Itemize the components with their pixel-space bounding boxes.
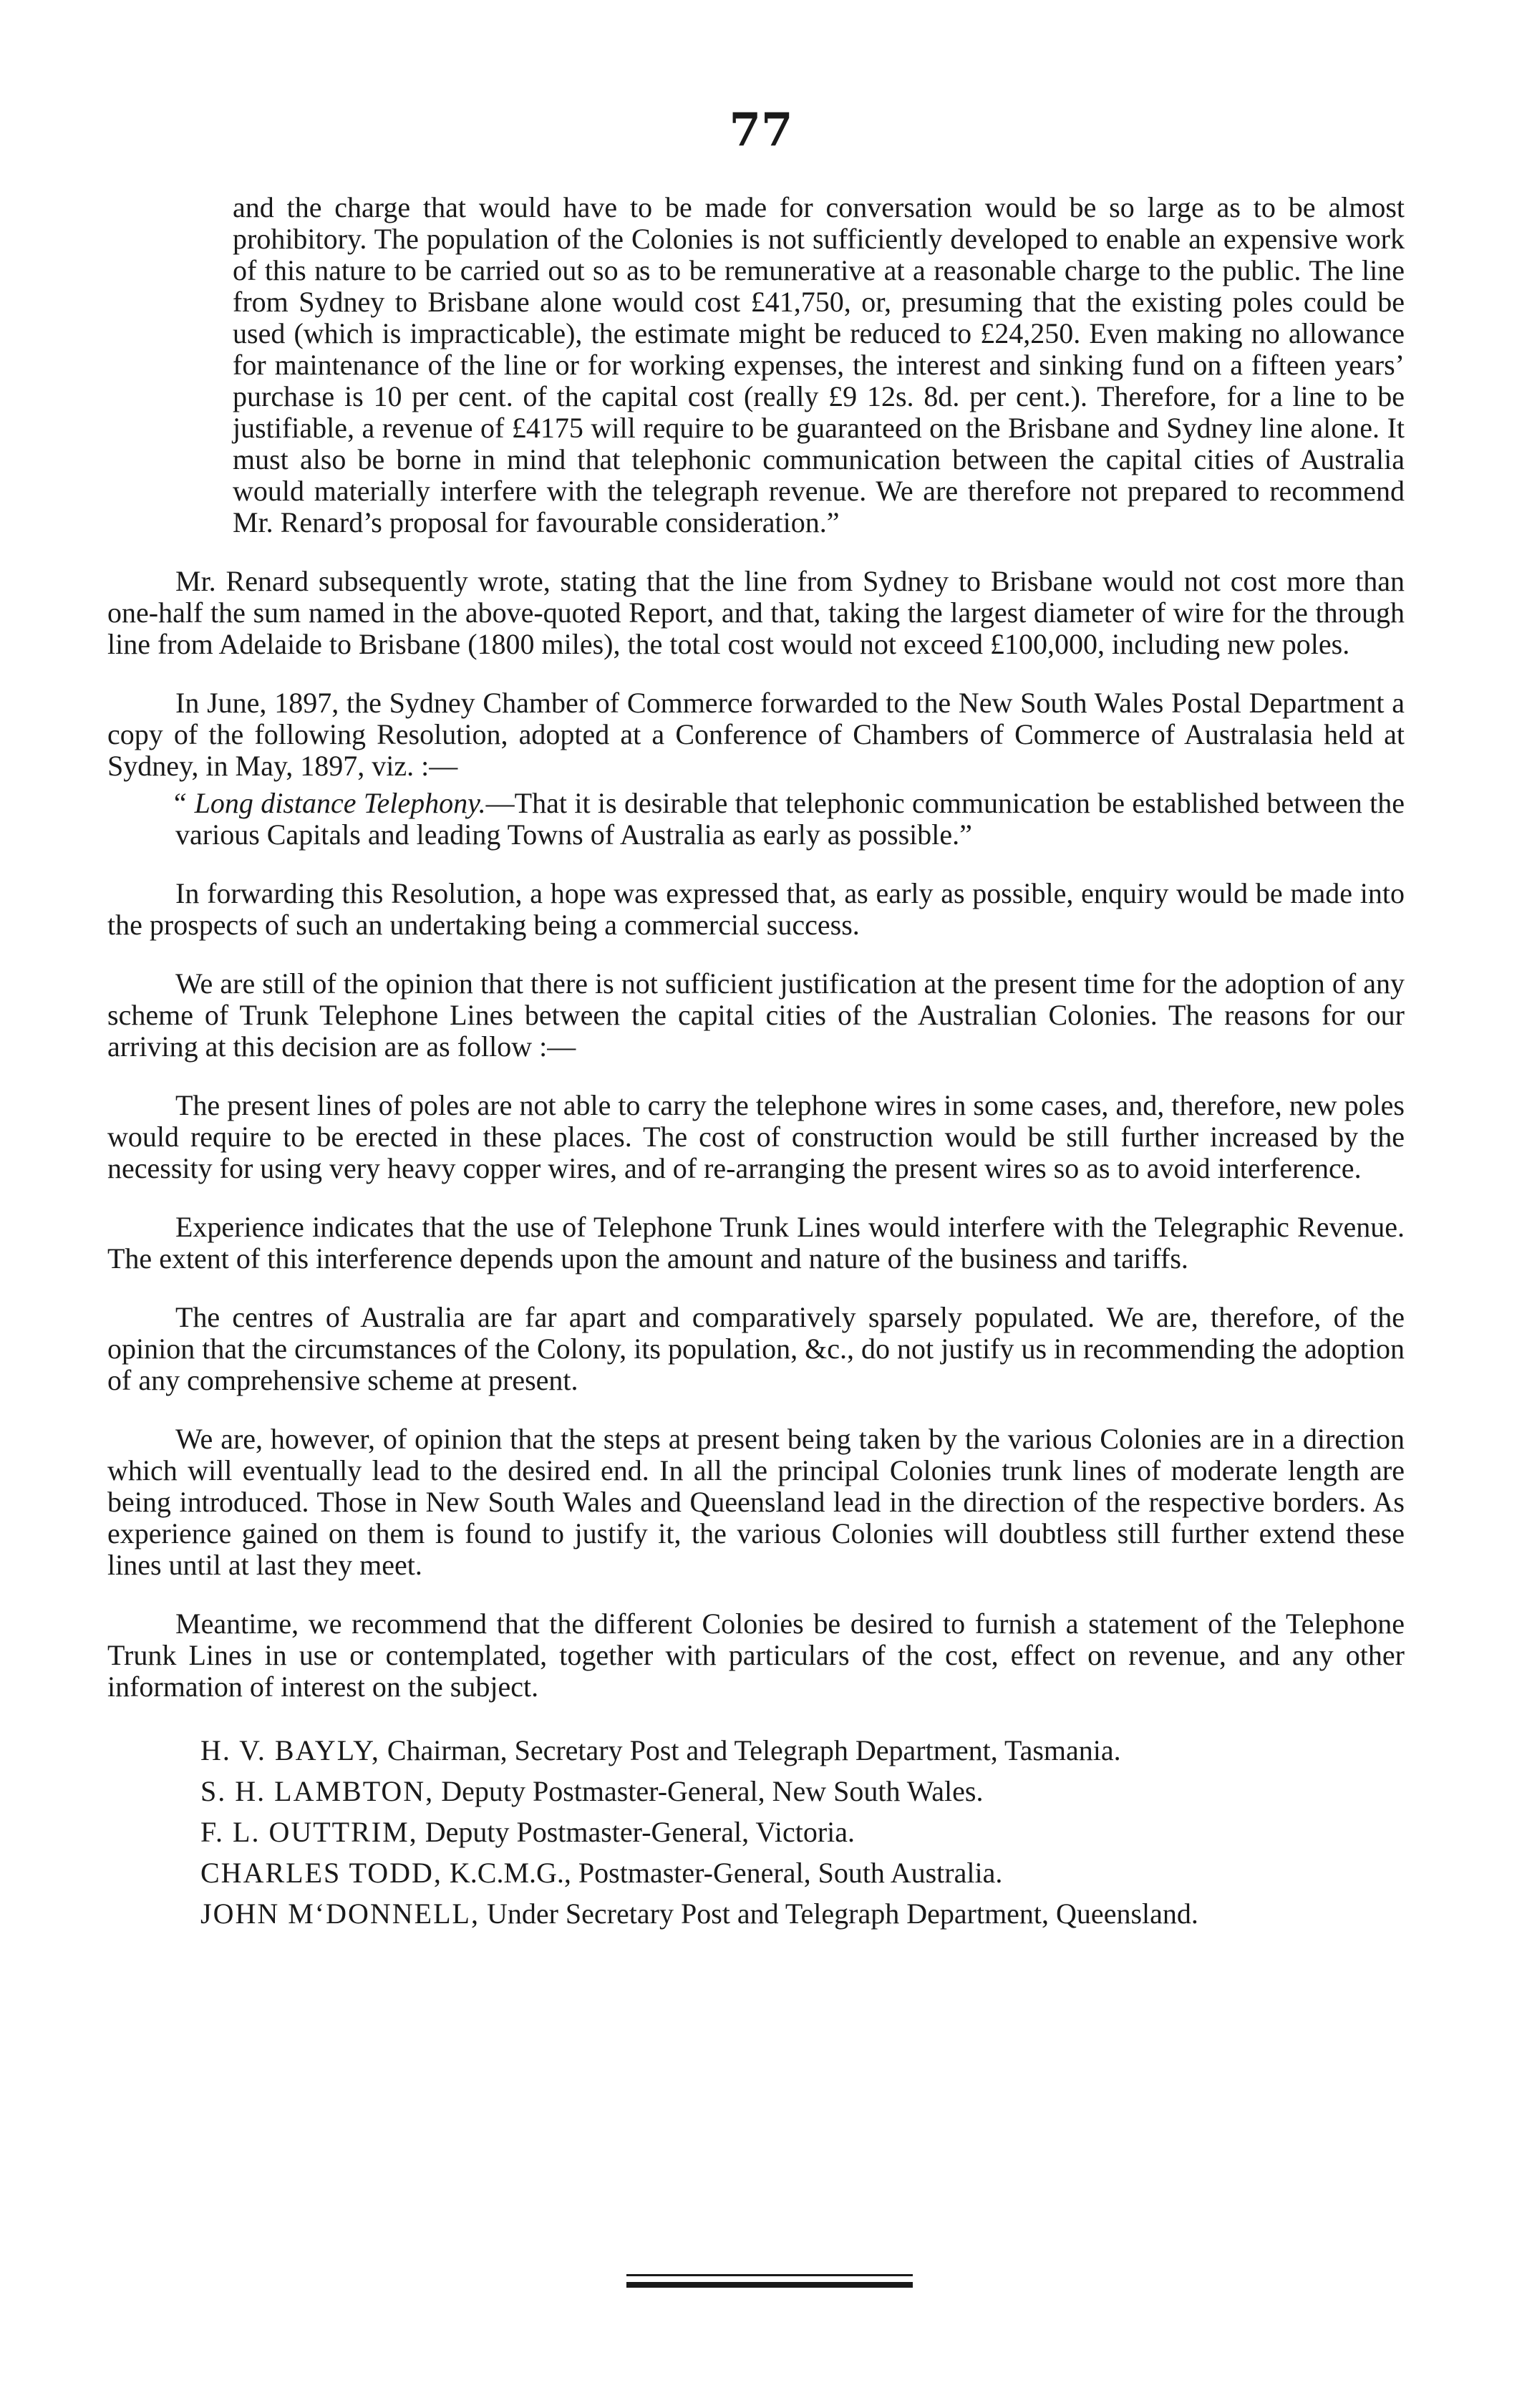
signatory-name: JOHN M‘DONNELL, — [200, 1897, 480, 1930]
signatory-role: Under Secretary Post and Telegraph Department, Queensland. — [486, 1897, 1198, 1930]
signatory-name: S. H. LAMBTON, — [200, 1775, 435, 1807]
signatory-entry — [200, 1771, 1405, 1812]
paragraph-poles: The present lines of poles are not able to carry the telephone wires in some cases, and, therefore, new poles would require to be erected in these places. The cost of construction would be still further increased by the necessity for using very heavy copper wires, and of re-arranging the present wires so as to avoid interference. — [107, 1089, 1405, 1184]
signatory-list — [107, 1730, 1405, 1934]
page-body — [107, 192, 1405, 1934]
signatory-name: CHARLES TODD, — [200, 1857, 442, 1889]
paragraph-recommendation: Meantime, we recommend that the different Colonies be desired to furnish a statement of the Telephone Trunk Lines in use or contemplated, together with particulars of the cost, effect on revenue, and any other information of interest on the subject. — [107, 1607, 1405, 1703]
paragraph-renard-reply: Mr. Renard subsequently wrote, stating that the line from Sydney to Brisbane would not cost more than one-half the sum named in the above-quoted Report, and that, taking the largest diameter of wire for the through line from Adelaide to Brisbane (1800 miles), the total cost would not exceed £100,000, including new poles. — [107, 565, 1405, 660]
signatory-role: Chairman, Secretary Post and Telegraph Department, Tasmania. — [387, 1734, 1121, 1766]
quoted-report-continuation: and the charge that would have to be made for conversation would be so large as to be almost prohibitory. The population of the Colonies is not sufficiently developed to enable an expensive work of this nature to be carried out so as to be remunerative at a reasonable charge to the public. The line from Sydney to Brisbane alone would cost £41,750, or, presuming that the existing poles could be used (which is impracticable), the estimate might be reduced to £24,250. Even making no allowance for maintenance of the line or for working expenses, the interest and sinking fund on a fifteen years’ purchase is 10 per cent. of the capital cost (really £9 12s. 8d. per cent.). Therefore, for a line to be justifiable, a revenue of £4175 will require to be guaranteed on the Brisbane and Sydney line alone. It must also be borne in mind that telephonic communication between the capital cities of Australia would materially interfere with the telegraph revenue. We are therefore not prepared to recommend Mr. Renard’s proposal for favourable consideration.” — [233, 191, 1405, 538]
page-number: 77 — [729, 103, 793, 157]
paragraph-chamber-of-commerce: In June, 1897, the Sydney Chamber of Commerce forwarded to the New South Wales Postal Department a copy of the following Resolution, adopted at a Conference of Chambers of Commerce of Australasia held at Sydney, in May, 1897, viz. :— — [107, 687, 1405, 782]
resolution-quote — [107, 788, 1405, 851]
signatory-entry — [200, 1812, 1405, 1852]
signatory-role: K.C.M.G., Postmaster-General, South Australia. — [449, 1857, 1003, 1889]
resolution-lead: “ Long distance Telephony. — [171, 787, 486, 819]
signatory-entry — [200, 1893, 1405, 1934]
signatory-role: Deputy Postmaster-General, New South Wales. — [441, 1775, 984, 1807]
resolution-text: —That it is desirable that telephonic communication be established between the various Capitals and leading Towns of Australia as early as possible.” — [175, 787, 1405, 851]
paragraph-forwarding: In forwarding this Resolution, a hope was expressed that, as early as possible, enquiry would be made into the prospects of such an undertaking being a commercial success. — [107, 877, 1405, 941]
closing-double-rule — [626, 2274, 913, 2288]
signatory-name: F. L. OUTTRIM, — [200, 1816, 418, 1848]
paragraph-experience: Experience indicates that the use of Telephone Trunk Lines would interfere with the Telegraphic Revenue. The extent of this interference depends upon the amount and nature of the business and tariffs. — [107, 1211, 1405, 1275]
paragraph-opinion: We are still of the opinion that there is not sufficient justification at the present time for the adoption of any scheme of Trunk Telephone Lines between the capital cities of the Australian Colonies. The reasons for our arriving at this decision are as follow :— — [107, 967, 1405, 1063]
paragraph-steps: We are, however, of opinion that the steps at present being taken by the various Colonies are in a direction which will eventually lead to the desired end. In all the principal Colonies trunk lines of moderate length are being introduced. Those in New South Wales and Queensland lead in the direction of the respective borders. As experience gained on them is found to justify it, the various Colonies will doubtless still further extend these lines until at last they meet. — [107, 1423, 1405, 1581]
signatory-name: H. V. BAYLY, — [200, 1734, 380, 1766]
signatory-entry — [200, 1852, 1405, 1893]
signatory-entry — [200, 1730, 1405, 1771]
paragraph-centres: The centres of Australia are far apart and comparatively sparsely populated. We are, therefore, of the opinion that the circumstances of the Colony, its population, &c., do not justify us in recommending the adoption of any comprehensive scheme at present. — [107, 1301, 1405, 1396]
signatory-role: Deputy Postmaster-General, Victoria. — [425, 1816, 855, 1848]
